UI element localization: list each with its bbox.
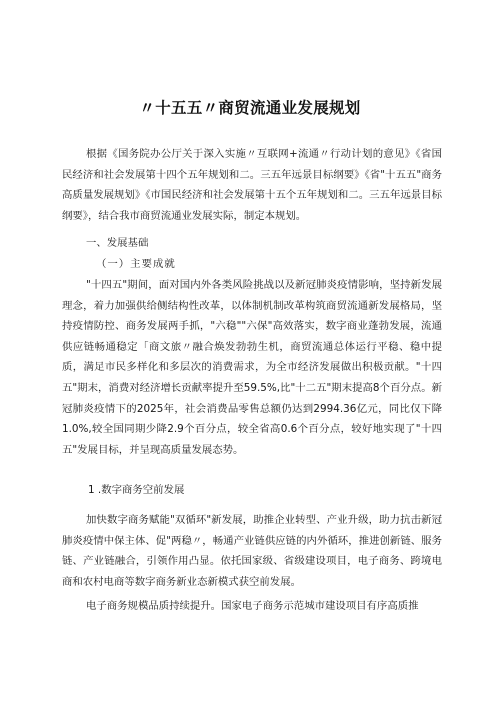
- ecommerce-paragraph: 电子商务规模品质持续提升。国家电子商务示范城市建设项目有序高质推: [86, 600, 419, 612]
- page-title: 〃十五五〃商贸流通业发展规划: [139, 99, 361, 117]
- digital-commerce-paragraph: 加快数字商务赋能"双循环"新发展，助推企业转型、产业升级，助力抗击新冠肺炎疫情中保主体、促"两稳〃，畅通产业链供应链的内外循环，推进创新链、服务链、产业链融合，引领作用凸显。依托国家级、省级建设项目，电子商务、跨境电商和农村电商等数字商务新业态新模式获空前发展。: [62, 514, 442, 588]
- achievements-paragraph: "十四五"期间，面对国内外各类风险挑战以及新冠肺炎疫情影响，坚持新发展理念，着力加强供给侧结构性改革，以体制机制改革构筑商贸流通新发展格局，坚持疫情防控、商务发展两手抓，"六稳""六保"高效落实，数字商业蓬勃发展，流通供应链畅通稳定「商文旅〃融合焕发勃勃生机，商贸流通总体运行平稳、稳中提质，满足市民多样化和多层次的消费需求，为全市经济发展做出积极贡献。"十四五"期末，消费对经济增长贡献率提升至59.5%,比"十二五"期末提高8个百分点。新冠肺炎疫情下的2025年，社会消费品零售总额仍达到2994.36亿元，同比仅下降1.0%,较全国同期少降2.9个百分点，较全省高0.6个百分点，较好地实现了"十四五"发展目标，并呈现高质量发展态势。: [62, 279, 442, 456]
- intro-paragraph: 根据《国务院办公厅关于深入实施〃互联网+流通〃行动计划的意见》《省国民经济和社会发展第十四个五年规划和二。三五年远景目标纲要》《省"十五五"商务高质量发展规划》《市国民经济和社会发展第十五个五年规划和二。三五年远景目标纲要》，结合我市商贸流通业发展实际，制定本规划。: [62, 148, 442, 222]
- section-heading-development-basis: 一、发展基础: [86, 237, 149, 249]
- subsection-heading-main-achievements: （一）主要成就: [96, 258, 176, 270]
- subsection-heading-digital-commerce: 1 .数字商务空前发展: [88, 484, 185, 496]
